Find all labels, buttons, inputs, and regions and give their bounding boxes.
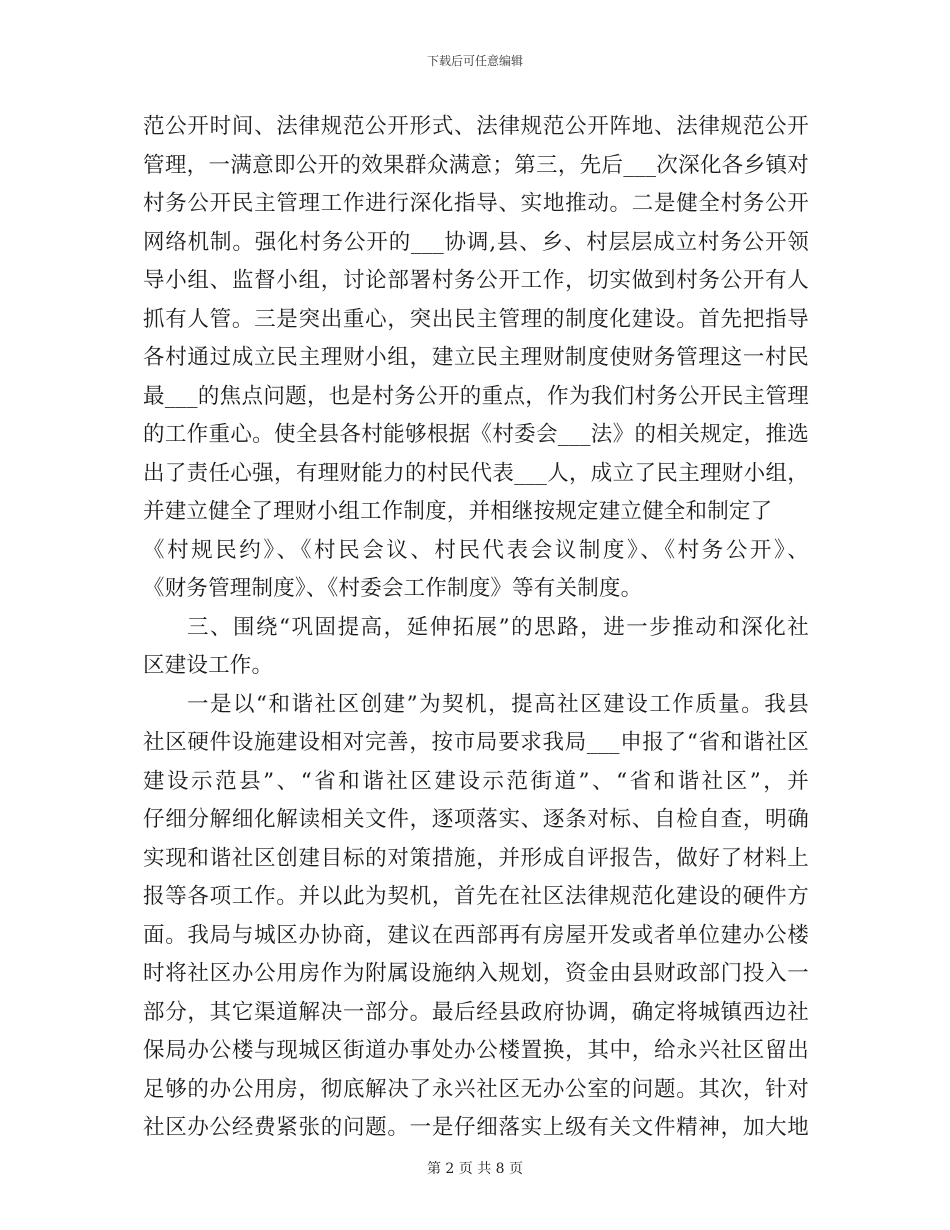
body-line: 时将社区办公用房作为附属设施纳入规划，资金由县财政部门投入一 <box>143 961 809 986</box>
body-line: 报等各项工作。并以此为契机，首先在社区法律规范化建设的硬件方 <box>143 884 809 909</box>
body-line: 《财务管理制度》、《村委会工作制度》等有关制度。 <box>143 576 643 601</box>
body-line: 导小组、监督小组，讨论部署村务公开工作，切实做到村务公开有人 <box>143 268 809 293</box>
body-line: 抓有人管。三是突出重心，突出民主管理的制度化建设。首先把指导 <box>143 306 809 332</box>
body-line: 仔细分解细化解读相关文件，逐项落实、逐条对标、自检自查，明确 <box>143 807 809 832</box>
body-line: 的工作重心。使全县各村能够根据《村委会___法》的相关规定，推选 <box>143 422 809 447</box>
body-line: 村务公开民主管理工作进行深化指导、实地推动。二是健全村务公开 <box>143 191 809 216</box>
body-line: 保局办公楼与现城区街道办事处办公楼置换，其中，给永兴社区留出 <box>143 1038 809 1063</box>
body-line: 《村规民约》、《村民会议、村民代表会议制度》、《村务公开》、 <box>143 537 809 563</box>
body-line: 网络机制。强化村务公开的___协调,县、乡、村层层成立村务公开领 <box>143 229 809 255</box>
body-line: 部分，其它渠道解决一部分。最后经县政府协调，确定将城镇西边社 <box>143 999 809 1025</box>
body-line: 范公开时间、法律规范公开形式、法律规范公开阵地、法律规范公开 <box>143 114 809 139</box>
body-line: 建设示范县”、“省和谐社区建设示范街道”、“省和谐社区”，并 <box>143 768 809 794</box>
body-line: 足够的办公用房，彻底解决了永兴社区无办公室的问题。其次，针对 <box>143 1076 809 1102</box>
body-line: 社区办公经费紧张的问题。一是仔细落实上级有关文件精神，加大地 <box>143 1115 809 1140</box>
body-line: 实现和谐社区创建目标的对策措施，并形成自评报告，做好了材料上 <box>143 845 809 871</box>
body-line: 管理，一满意即公开的效果群众满意；第三，先后___次深化各乡镇对 <box>143 152 809 178</box>
page-number-footer: 第 2 页 共 8 页 <box>426 1161 524 1177</box>
body-line: 社区硬件设施建设相对完善，按市局要求我局___申报了“省和谐社区 <box>143 730 809 755</box>
page-header-note: 下载后可任意编辑 <box>426 54 523 68</box>
body-line: 出了责任心强，有理财能力的村民代表___人，成立了民主理财小组， <box>143 460 809 486</box>
document-body <box>143 108 809 1148</box>
body-line: 一是以“和谐社区创建”为契机，提高社区建设工作质量。我县 <box>187 691 809 717</box>
body-line: 最___的焦点问题，也是村务公开的重点，作为我们村务公开民主管理 <box>143 383 809 409</box>
body-line: 各村通过成立民主理财小组，建立民主理财制度使财务管理这一村民 <box>143 345 809 370</box>
body-line: 并建立健全了理财小组工作制度，并相继按规定建立健全和制定了 <box>143 499 773 524</box>
body-line: 面。我局与城区办协商，建议在西部再有房屋开发或者单位建办公楼 <box>143 922 809 948</box>
section-heading-line: 三、围绕“巩固提高，延伸拓展”的思路，进一步推动和深化社 <box>187 614 809 640</box>
section-heading-line: 区建设工作。 <box>143 653 274 678</box>
